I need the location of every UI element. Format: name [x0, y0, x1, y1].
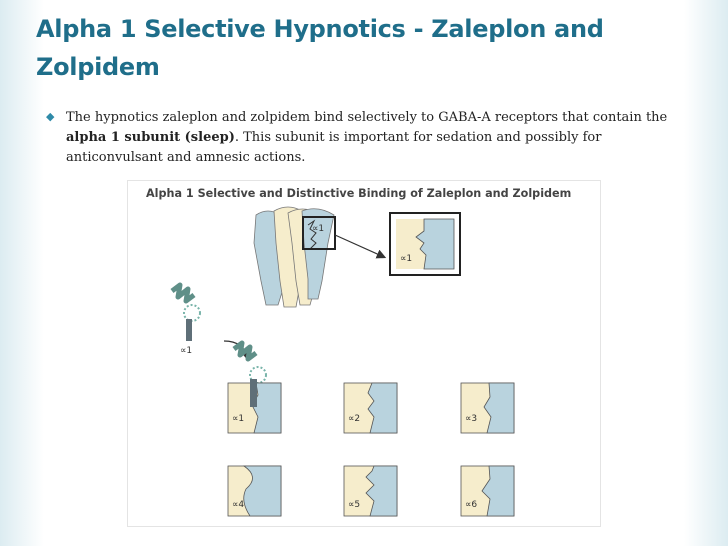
subunit-alpha1-label: ∝1 — [232, 414, 245, 424]
receptor-alpha1-label: ∝1 — [312, 224, 325, 234]
zoom-alpha1-label: ∝1 — [400, 254, 413, 264]
subunit-alpha4-label: ∝4 — [232, 500, 245, 510]
bullet-text-end: . This subunit is important for sedation and possibly for anticonvulsant and amnesic actions. — [66, 130, 602, 165]
subunit-box-alpha6 — [461, 466, 514, 516]
subunit-alpha6-label: ∝6 — [465, 500, 478, 510]
zaleplon-zolpidem-molecule — [172, 285, 200, 356]
subunit-box-alpha4 — [228, 466, 281, 516]
subunit-alpha2-label: ∝2 — [348, 414, 361, 424]
slide-title: Alpha 1 Selective Hypnotics - Zaleplon and Zolpidem — [36, 15, 604, 81]
subunit-box-alpha2 — [344, 383, 397, 433]
binding-diagram — [128, 181, 600, 526]
bullet-text-start: The hypnotics zaleplon and zolpidem bind selectively to GABA-A receptors that contain the — [66, 110, 668, 125]
subunit-alpha5-label: ∝5 — [348, 500, 361, 510]
diamond-bullet-icon: ◆ — [46, 110, 55, 123]
alpha1-zoom-box — [390, 213, 460, 275]
binding-diagram-figure — [128, 181, 600, 526]
subunit-alpha3-label: ∝3 — [465, 414, 478, 424]
zoom-arrow — [335, 235, 384, 257]
molecule-alpha1-label: ∝1 — [180, 346, 193, 356]
subunit-box-alpha1 — [228, 343, 281, 433]
subunit-box-alpha3 — [461, 383, 514, 433]
figure-title: Alpha 1 Selective and Distinctive Binding of Zaleplon and Zolpidem — [146, 187, 572, 200]
bullet-text-bold: alpha 1 subunit (sleep) — [66, 130, 235, 145]
gaba-a-receptor — [254, 207, 335, 307]
bullet-text — [66, 108, 686, 168]
subunit-box-alpha5 — [344, 466, 397, 516]
